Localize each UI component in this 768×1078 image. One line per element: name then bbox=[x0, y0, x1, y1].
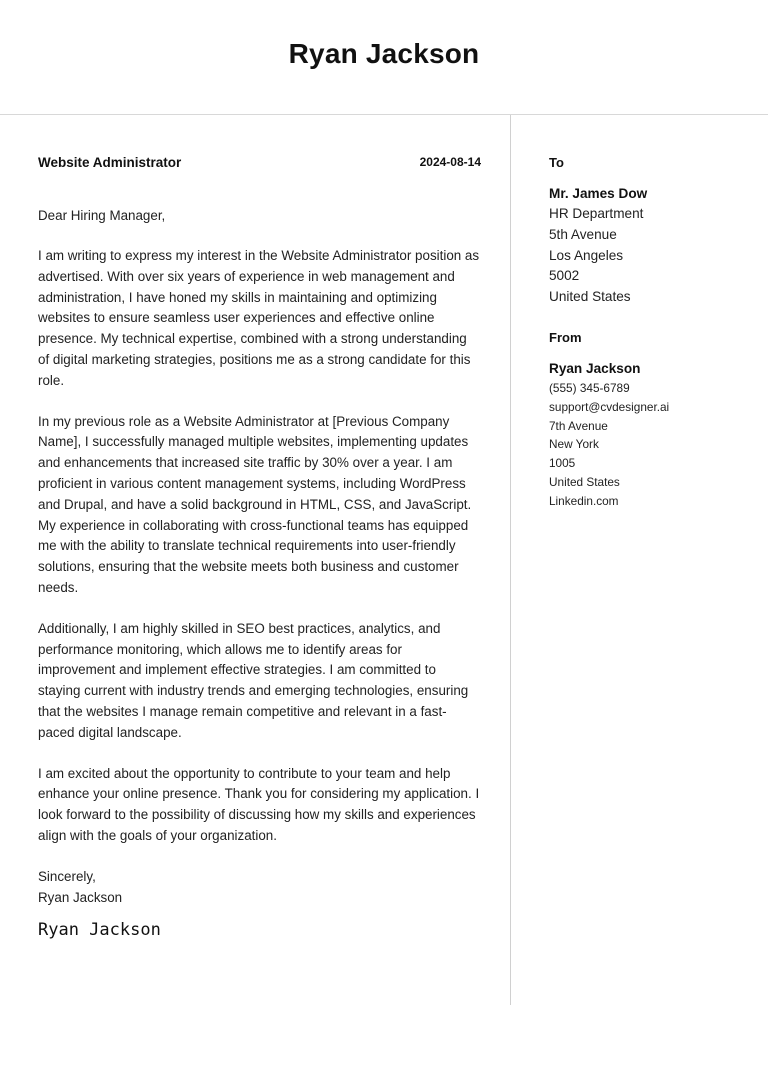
letter-meta bbox=[38, 155, 481, 177]
letter-body bbox=[38, 155, 481, 940]
paragraph-3: Additionally, I am highly skilled in SEO best practices, analytics, and performance monitoring, which allows me to identify areas for improvement and implement effective strategies. I am committed to staying current with industry trends and emerging technologies, ensuring that the websites I manage remain competitive and relevant in a fast-paced digital landscape. bbox=[38, 620, 469, 740]
page-header bbox=[0, 0, 768, 115]
sender-zip: 1005 bbox=[549, 456, 576, 471]
paragraph-4: I am excited about the opportunity to contribute to your team and help enhance your online presence. Thank you for considering my application. I look forward to the possibility of discussing how my skills and experiences align with the goals of your organization. bbox=[38, 765, 480, 843]
to-label: To bbox=[549, 155, 564, 170]
from-label: From bbox=[549, 329, 582, 345]
signature: Ryan Jackson bbox=[38, 920, 161, 941]
sender-country: United States bbox=[549, 474, 620, 489]
sender-linkedin: Linkedin.com bbox=[549, 493, 619, 508]
greeting: Dear Hiring Manager, bbox=[38, 208, 166, 223]
recipient-country: United States bbox=[549, 289, 631, 305]
paragraph-1: I am writing to express my interest in the Website Administrator position as advertised. With over six years of experience in web management and administration, I have honed my skills in maintaining and optimizing websites to ensure seamless user experiences and effective online presence. My technical expertise, combined with a strong understanding of digital marketing strategies, positions me as a strong candidate for this role. bbox=[38, 248, 480, 388]
sender-phone: (555) 345-6789 bbox=[549, 380, 630, 395]
page-title: Ryan Jackson bbox=[288, 38, 480, 69]
paragraph-2: In my previous role as a Website Administrator at [Previous Company Name], I successfully managed multiple websites, implementing updates and enhancements that increased site traffic by 30% over a year. I am proficient in various content management systems, including WordPress and Drupal, and have a solid background in HTML, CSS, and JavaScript. My experience in collaborating with cross-functional teams has equipped me with the ability to translate technical requirements into user-friendly solutions, ensuring that the website meets both business and customer needs. bbox=[38, 413, 472, 595]
closing-name: Ryan Jackson bbox=[38, 889, 123, 905]
recipient-city: Los Angeles bbox=[549, 247, 624, 263]
sender-city: New York bbox=[549, 437, 599, 452]
sender-street: 7th Avenue bbox=[549, 418, 608, 433]
closing-block bbox=[38, 867, 481, 909]
sender-name: Ryan Jackson bbox=[549, 360, 641, 376]
recipient-zip: 5002 bbox=[549, 268, 580, 284]
recipient-street: 5th Avenue bbox=[549, 226, 617, 242]
letter-date: 2024-08-14 bbox=[419, 155, 481, 169]
closing-salutation: Sincerely, bbox=[38, 868, 96, 884]
address-sidebar bbox=[549, 155, 749, 511]
recipient-name: Mr. James Dow bbox=[549, 186, 648, 201]
sender-email: support@cvdesigner.ai bbox=[549, 399, 670, 414]
recipient-department: HR Department bbox=[549, 206, 644, 221]
column-divider bbox=[510, 115, 511, 1005]
job-title: Website Administrator bbox=[38, 155, 182, 170]
